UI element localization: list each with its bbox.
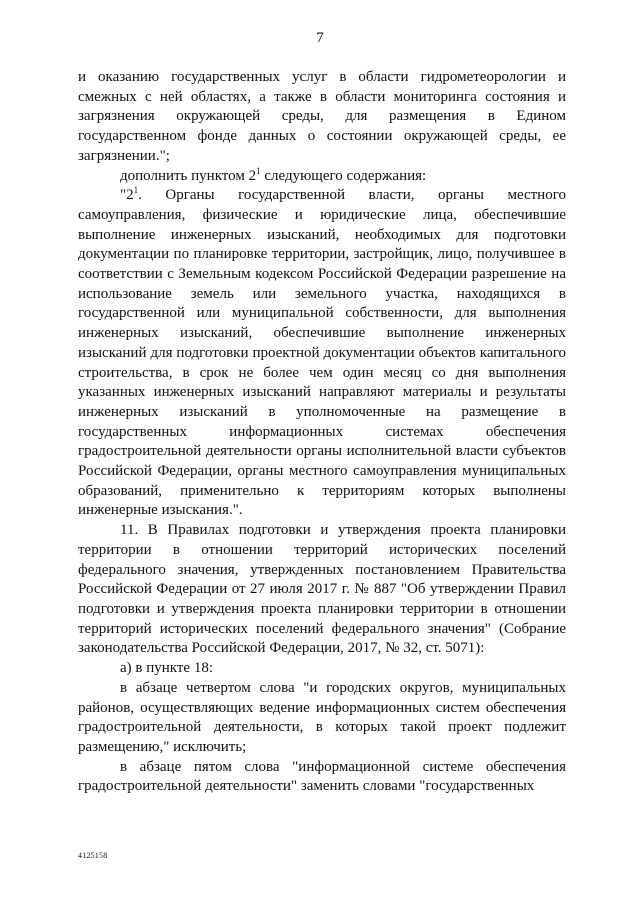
paragraph-1: и оказанию государственных услуг в области гидрометеорологии и смежных с ней областях, а также в области мониторинга состояния и загрязнения окружающей среды, для размещения в Едином государственном фонде данных о состоянии окружающей среды, ее загрязнении.";	[78, 69, 566, 164]
document-body	[78, 68, 566, 797]
paragraph-3	[78, 186, 566, 521]
paragraph-6: в абзаце четвертом слова "и городских округов, муниципальных районов, осуществляющих ведение информационных систем обеспечения градостроительной деятельности, в которых такой проект подлежит размещению," исключить;	[78, 679, 566, 755]
superscript: 1	[256, 165, 261, 176]
paragraph-3-text: "2	[120, 187, 134, 204]
paragraph-7: в абзаце пятом слова "информационной системе обеспечения градостроительной деятельности" заменить словами "государственных	[78, 758, 566, 795]
paragraph-3-text-after: . Органы государственной власти, органы местного самоуправления, физические и юридические лица, обеспечившие выполнение инженерных изысканий, необходимых для подготовки документации по планировке территории, застройщик, лицо, получившее в соответствии с Земельным кодексом Российской Федерации разрешение на использование земель или земельного участка, находящихся в государственной или муниципальной собственности, для выполнения инженерных изысканий, обеспечившие выполнение инженерных изысканий для подготовки проектной документации объектов капитального строительства, в срок не более чем один месяц со дня выполнения указанных инженерных изысканий направляют материалы и результаты инженерных изысканий в уполномоченные на размещение в государственных информационных системах обеспечения градостроительной деятельности органы исполнительной власти субъектов Российской Федерации, органы местного самоуправления муниципальных образований, применительно к территориям которых выполнены инженерные изыскания.".	[78, 187, 566, 519]
document-code: 4125158	[78, 851, 108, 860]
paragraph-2-text: дополнить пунктом 2	[120, 167, 257, 184]
paragraph-4: 11. В Правилах подготовки и утверждения проекта планировки территории в отношении территорий исторических поселений федерального значения, утвержденных постановлением Правительства Российской Федерации от 27 июля 2017 г. № 887 "Об утверждении Правил подготовки и утверждения проекта планировки территории в отношении территорий исторических поселений федерального значения" (Собрание законодательства Российской Федерации, 2017, № 32, ст. 5071):	[78, 522, 566, 657]
page-number: 7	[316, 30, 324, 46]
paragraph-5: а) в пункте 18:	[120, 660, 214, 677]
superscript: 1	[133, 185, 139, 196]
paragraph-2	[78, 167, 566, 187]
paragraph-2-text-after: следующего содержания:	[260, 167, 427, 184]
